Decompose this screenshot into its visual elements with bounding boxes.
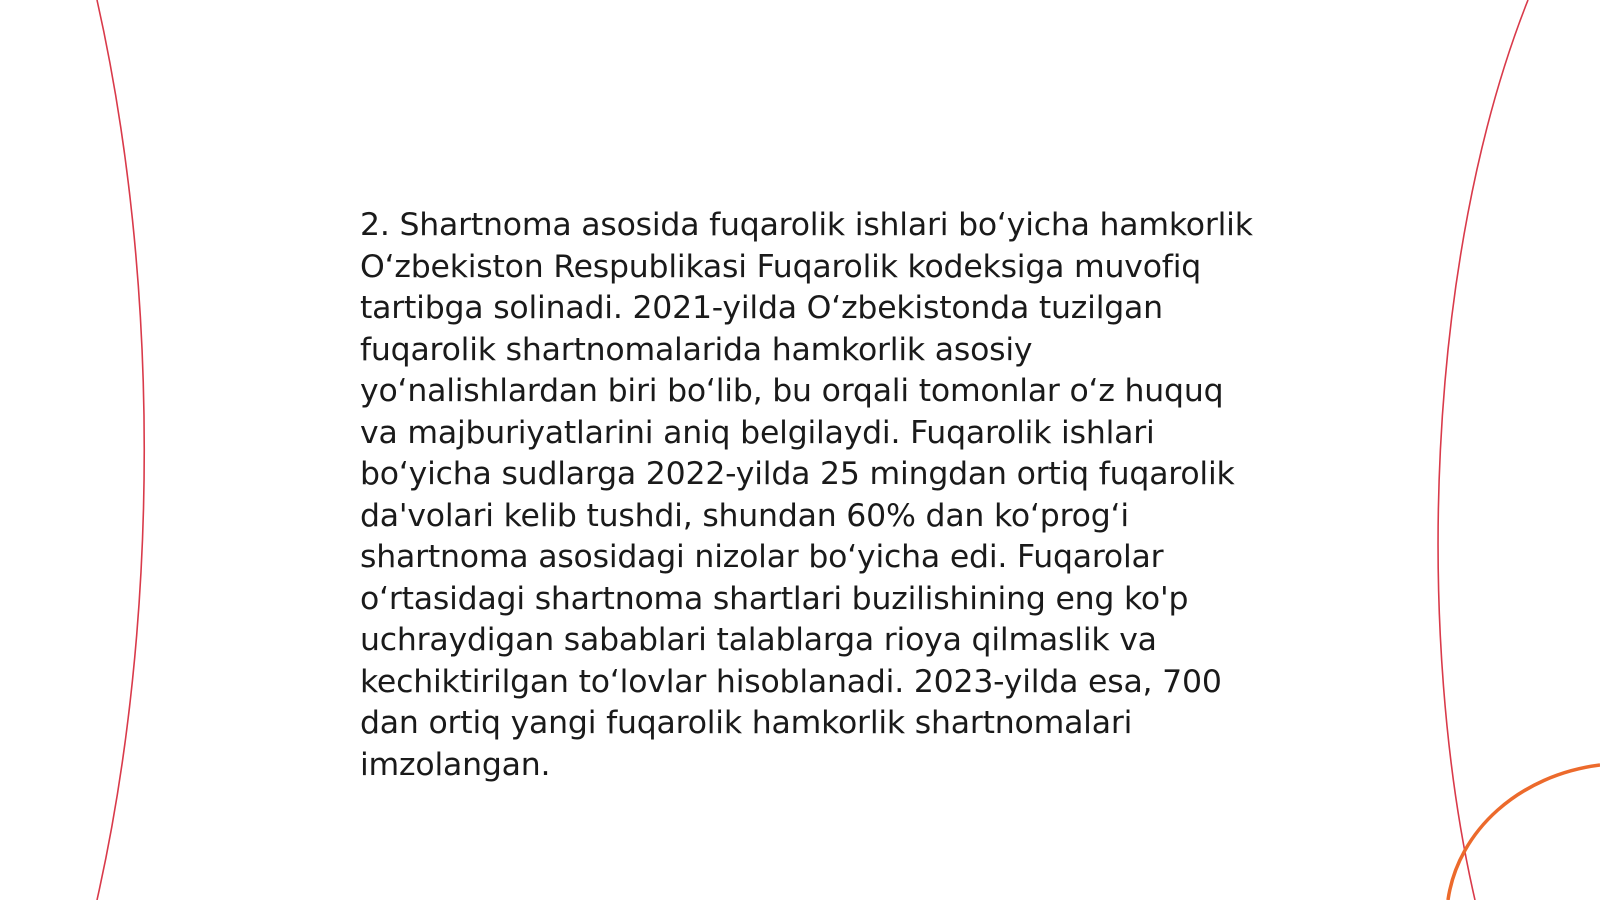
body-paragraph: 2. Shartnoma asosida fuqarolik ishlari bo‘yicha hamkorlik O‘zbekiston Respublikasi Fuqarolik kodeksiga muvofiq tartibga solinadi. 2021-yilda O‘zbekistonda tuzilgan fuqarolik shartnomalarida hamkorlik asosiy yo‘nalishlardan biri bo‘lib, bu orqali tomonlar o‘z huquq va majburiyatlarini aniq belgilaydi. Fuqarolik ishlari bo‘yicha sudlarga 2022-yilda 25 mingdan ortiq fuqarolik da'volari kelib tushdi, shundan 60% dan ko‘prog‘i shartnoma asosidagi nizolar bo‘yicha edi. Fuqarolar o‘rtasidagi shartnoma shartlari buzilishining eng ko'p uchraydigan sabablari talablarga rioya qilmaslik va kechiktirilgan to‘lovlar hisoblanadi. 2023-yilda esa, 700 dan ortiq yangi fuqarolik hamkorlik shartnomalari imzolangan. <box>360 207 1253 783</box>
right-decorative-curve <box>1438 0 1528 900</box>
left-decorative-curve <box>97 0 144 900</box>
